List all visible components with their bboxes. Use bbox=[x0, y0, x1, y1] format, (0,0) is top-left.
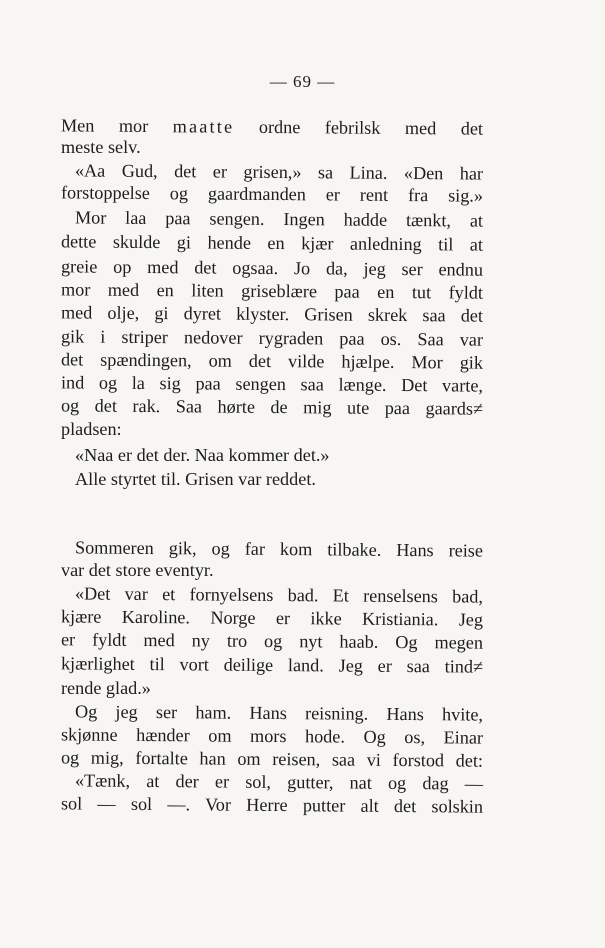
text-line: var det store eventyr. bbox=[61, 560, 214, 580]
text-line: og mig, fortalte han om reisen, saa vi forstod det: bbox=[60, 747, 484, 771]
text-line: Alle styrtet til. Grisen var reddet. bbox=[75, 469, 316, 489]
text-line: er fyldt med ny tro og nyt haab. Og megen bbox=[60, 629, 484, 653]
text-line: sol — sol —. Vor Herre putter alt det solskin bbox=[60, 793, 484, 817]
page-number: — 69 — bbox=[269, 72, 336, 91]
text-line: Sommeren gik, og far kom tilbake. Hans reise bbox=[74, 537, 484, 561]
text-line: «Tænk, at der er sol, gutter, nat og dag — bbox=[74, 770, 484, 794]
text-line: «Det var et fornyelsens bad. Et renselsens bad, bbox=[74, 583, 484, 607]
text-line: ind og la sig paa sengen saa længe. Det varte, bbox=[60, 372, 484, 396]
emphasized-word: maatte bbox=[172, 116, 235, 137]
text-line: og det rak. Saa hørte de mig ute paa gaards≠ bbox=[60, 395, 484, 419]
text-run: ordne febrilsk med det bbox=[234, 116, 484, 139]
text-line: med olje, gi dyret klyster. Grisen skrek saa det bbox=[60, 302, 484, 326]
text-line: kjære Karoline. Norge er ikke Kristiania. Jeg bbox=[60, 606, 484, 630]
text-line: rende glad.» bbox=[61, 678, 151, 698]
text-line: Og jeg ser ham. Hans reisning. Hans hvite, bbox=[74, 701, 484, 725]
text-line: «Naa er det der. Naa kommer det.» bbox=[75, 445, 330, 465]
text-line: forstoppelse og gaardmanden er rent fra sig.» bbox=[60, 182, 484, 206]
text-line: greie op med det ogsaa. Jo da, jeg ser endnu bbox=[60, 256, 484, 280]
text-line: skjønne hænder om mors hode. Og os, Einar bbox=[60, 724, 484, 748]
text-line: dette skulde gi hende en kjær anledning til at bbox=[60, 231, 484, 255]
text-line: Mor laa paa sengen. Ingen hadde tænkt, at bbox=[74, 207, 484, 231]
text-line bbox=[61, 116, 483, 138]
text-run: Men mor bbox=[60, 115, 173, 137]
text-line: mor med en liten griseblære paa en tut fyldt bbox=[60, 279, 484, 303]
text-line: det spændingen, om det vilde hjælpe. Mor gik bbox=[60, 349, 484, 373]
text-line: «Aa Gud, det er grisen,» sa Lina. «Den har bbox=[74, 160, 484, 184]
text-line: meste selv. bbox=[61, 137, 141, 157]
text-line: pladsen: bbox=[61, 419, 122, 439]
text-line: gik i striper nedover rygraden paa os. Saa var bbox=[60, 326, 484, 350]
text-line: kjærlighet til vort deilige land. Jeg er saa tind≠ bbox=[60, 653, 484, 677]
